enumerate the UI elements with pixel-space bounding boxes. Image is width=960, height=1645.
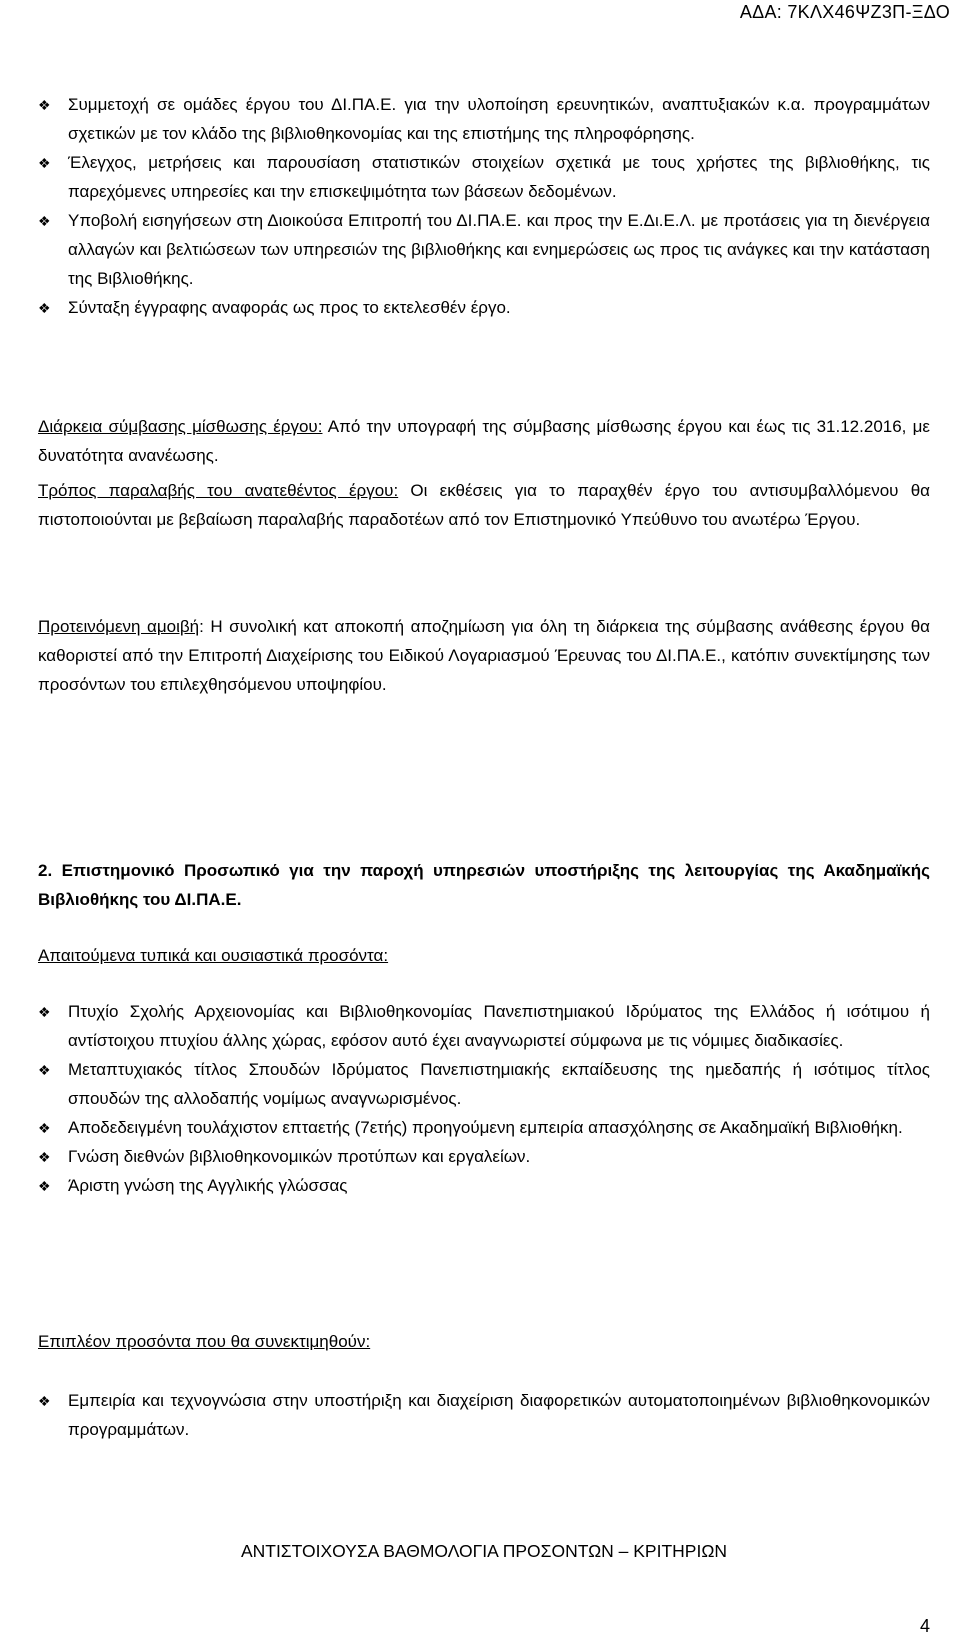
fee-paragraph [38, 612, 930, 699]
duties-list [38, 90, 930, 322]
receipt-text: Οι εκθέσεις για το παραχθέν έργο του αντισυμβαλλόμενου θα πιστοποιούνται με βεβαίωση παραλαβής παραδοτέων από τον Επιστημονικό Υπεύθυνο του ανωτέρω Έργου. [38, 481, 930, 529]
list-item: ❖ Συμμετοχή σε ομάδες έργου του ΔΙ.ΠΑ.Ε. για την υλοποίηση ερευνητικών, αναπτυξιακών κ.α. προγραμμάτων σχετικών με τον κλάδο της βιβλιοθηκονομίας και της επιστήμης της πληροφόρησης. [38, 90, 930, 148]
bullet-icon: ❖ [38, 155, 51, 171]
list-item: ❖ Έλεγχος, μετρήσεις και παρουσίαση στατιστικών στοιχείων σχετικά με τους χρήστες της βιβλιοθήκης, τις παρεχόμενες υπηρεσίες και την επισκεψιμότητα των βάσεων δεδομένων. [38, 148, 930, 206]
duration-text: Από την υπογραφή της σύμβασης μίσθωσης έργου και έως τις 31.12.2016, με δυνατότητα ανανέωσης. [38, 417, 930, 465]
duration-label: Διάρκεια σύμβασης μίσθωσης έργου: [38, 417, 323, 436]
list-item: ❖ Εμπειρία και τεχνογνώσια στην υποστήριξη και διαχείριση διαφορετικών αυτοματοποιημένων βιβλιοθηκονομικών προγραμμάτων. [38, 1386, 930, 1444]
list-item: ❖ Πτυχίο Σχολής Αρχειονομίας και Βιβλιοθηκονομίας Πανεπιστημιακού Ιδρύματος της Ελλάδος ή ισότιμου ή αντίστοιχου πτυχίου άλλης χώρας, εφόσον αυτό έχει αναγνωριστεί σύμφωνα με τις νόμιμες διαδικασίες. [38, 997, 930, 1055]
extra-qualifications-list [38, 1386, 930, 1444]
extra-qualifications-heading: Επιπλέον προσόντα που θα συνεκτιμηθούν: [38, 1332, 371, 1351]
required-qualifications-heading: Απαιτούμενα τυπικά και ουσιαστικά προσόντα: [38, 946, 389, 965]
list-item: ❖ Σύνταξη έγγραφης αναφοράς ως προς το εκτελεσθέν έργο. [38, 293, 930, 322]
list-item: ❖ Μεταπτυχιακός τίτλος Σπουδών Ιδρύματος Πανεπιστημιακής εκπαίδευσης της ημεδαπής ή ισότιμος τίτλος σπουδών της αλλοδαπής νομίμως αναγνωρισμένος. [38, 1055, 930, 1113]
receipt-paragraph [38, 476, 930, 534]
fee-label: Προτεινόμενη αμοιβή [38, 617, 200, 636]
list-item: ❖ Αποδεδειγμένη τουλάχιστον επταετής (7ετής) προηγούμενη εμπειρία απασχόλησης σε Ακαδημαϊκή Βιβλιοθήκη. [38, 1113, 930, 1142]
ada-code: ΑΔΑ: 7ΚΛΧ46ΨΖ3Π-ΞΔΟ [739, 2, 950, 22]
duration-paragraph [38, 412, 930, 470]
receipt-label: Τρόπος παραλαβής του ανατεθέντος έργου: [38, 481, 399, 500]
list-item: ❖ Άριστη γνώση της Αγγλικής γλώσσας [38, 1171, 930, 1200]
bullet-icon: ❖ [38, 1393, 51, 1409]
list-item: ❖ Γνώση διεθνών βιβλιοθηκονομικών προτύπων και εργαλείων. [38, 1142, 930, 1171]
bullet-icon: ❖ [38, 1062, 51, 1078]
bullet-icon: ❖ [38, 1178, 51, 1194]
bullet-icon: ❖ [38, 1120, 51, 1136]
scoring-heading: ΑΝΤΙΣΤΟΙΧΟΥΣΑ ΒΑΘΜΟΛΟΓΙΑ ΠΡΟΣΟΝΤΩΝ – ΚΡΙΤΗΡΙΩΝ [240, 1541, 728, 1561]
bullet-icon: ❖ [38, 300, 51, 316]
bullet-icon: ❖ [38, 97, 51, 113]
bullet-icon: ❖ [38, 213, 51, 229]
page-number: 4 [919, 1616, 930, 1636]
fee-text: : Η συνολική κατ αποκοπή αποζημίωση για όλη τη διάρκεια της σύμβασης ανάθεσης έργου θα καθοριστεί από την Επιτροπή Διαχείρισης του Ειδικού Λογαριασμού Έρευνας του ΔΙ.ΠΑ.Ε., κατόπιν συνεκτίμησης των προσόντων του επιλεχθησόμενου υποψηφίου. [38, 617, 931, 694]
list-item: ❖ Υποβολή εισηγήσεων στη Διοικούσα Επιτροπή του ΔΙ.ΠΑ.Ε. και προς την Ε.Δι.Ε.Λ. με προτάσεις για τη διενέργεια αλλαγών και βελτιώσεων των υπηρεσιών της βιβλιοθήκης και ενημερώσεις ως προς τις ανάγκες και την κατάσταση της Βιβλιοθήκης. [38, 206, 930, 293]
bullet-icon: ❖ [38, 1004, 51, 1020]
bullet-icon: ❖ [38, 1149, 51, 1165]
section-2-title: 2. Επιστημονικό Προσωπικό για την παροχή υπηρεσιών υποστήριξης της λειτουργίας της Ακαδημαϊκής Βιβλιοθήκης του ΔΙ.ΠΑ.Ε. [38, 861, 930, 909]
required-qualifications-list [38, 997, 930, 1200]
